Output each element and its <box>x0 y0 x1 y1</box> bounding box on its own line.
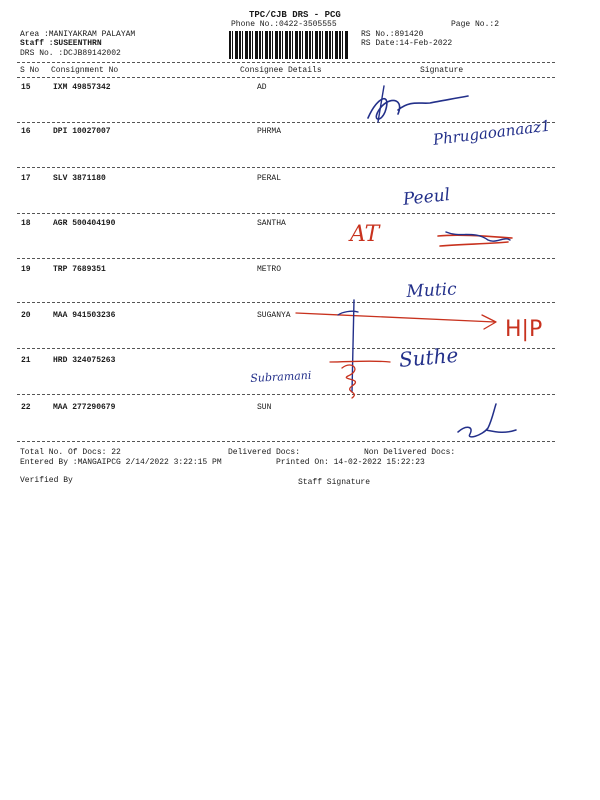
row-consignment: AGR 500404190 <box>53 219 116 228</box>
row-consignee: SUN <box>257 403 272 412</box>
handwritten-signature-row-19: Mutic <box>406 279 458 302</box>
total-docs: Total No. Of Docs: 22 <box>20 448 121 457</box>
row-consignment: TRP 7689351 <box>53 265 106 274</box>
row-consignment: SLV 3871180 <box>53 174 106 183</box>
handwritten-remark-row-20: H|P <box>505 317 543 342</box>
col-header-signature: Signature <box>420 66 464 75</box>
delivered-docs: Delivered Docs: <box>228 448 301 457</box>
row-consignee: METRO <box>257 265 282 274</box>
col-header-consignee: Consignee Details <box>240 66 322 75</box>
doc-title: TPC/CJB DRS - PCG <box>249 10 341 20</box>
row-consignment: MAA 941503236 <box>53 311 116 320</box>
row-consignee: PHRMA <box>257 127 282 136</box>
row-consignee: PERAL <box>257 174 282 183</box>
row-consignment: DPI 10027007 <box>53 127 111 136</box>
row-consignee: SUGANYA <box>257 311 291 320</box>
drs-number: DRS No. :DCJB89142002 <box>20 49 121 58</box>
col-header-consignment: Consignment No <box>51 66 119 75</box>
signature-row-15 <box>368 96 468 119</box>
handwritten-signature-row-16: Phrugaoanaaz1 <box>432 116 552 149</box>
staff-signature-label: Staff Signature <box>298 478 371 487</box>
printed-on: Printed On: 14-02-2022 15:22:23 <box>276 458 425 467</box>
row-consignment: IXM 49857342 <box>53 83 111 92</box>
scribble-row-21 <box>330 361 390 398</box>
page-number: Page No.:2 <box>451 20 500 29</box>
row-sno: 21 <box>21 356 31 365</box>
handwritten-signature-row-17: Peeul <box>402 185 452 210</box>
row-sno: 17 <box>21 174 31 183</box>
row-sno: 16 <box>21 127 31 136</box>
handwritten-name-row-21: Subramani <box>250 368 312 385</box>
row-sno: 20 <box>21 311 31 320</box>
row-consignee: AD <box>257 83 267 92</box>
row-sno: 19 <box>21 265 31 274</box>
strike-row-18 <box>438 235 512 246</box>
row-sno: 22 <box>21 403 31 412</box>
staff-label: Staff :SUSEENTHRN <box>20 39 102 48</box>
handwritten-remark-row-18: AT <box>350 222 380 247</box>
row-consignment: HRD 324075263 <box>53 356 116 365</box>
row-consignment: MAA 277290679 <box>53 403 116 412</box>
rs-number: RS No.:891420 <box>361 30 424 39</box>
col-header-sno: S No <box>20 66 40 75</box>
signature-row-22 <box>458 404 516 437</box>
handwritten-signature-row-21: Suthe <box>398 342 460 372</box>
verified-by: Verified By <box>20 476 73 485</box>
entered-by: Entered By :MANGAIPCG 2/14/2022 3:22:15 PM <box>20 458 222 467</box>
arrow-row-20 <box>296 313 496 329</box>
area-label: Area :MANIYAKRAM PALAYAM <box>20 30 136 39</box>
rs-date: RS Date:14-Feb-2022 <box>361 39 453 48</box>
row-sno: 18 <box>21 219 31 228</box>
phone-number: Phone No.:0422-3505555 <box>231 20 337 29</box>
non-delivered-docs: Non Delivered Docs: <box>364 448 456 457</box>
row-sno: 15 <box>21 83 31 92</box>
row-consignee: SANTHA <box>257 219 286 228</box>
